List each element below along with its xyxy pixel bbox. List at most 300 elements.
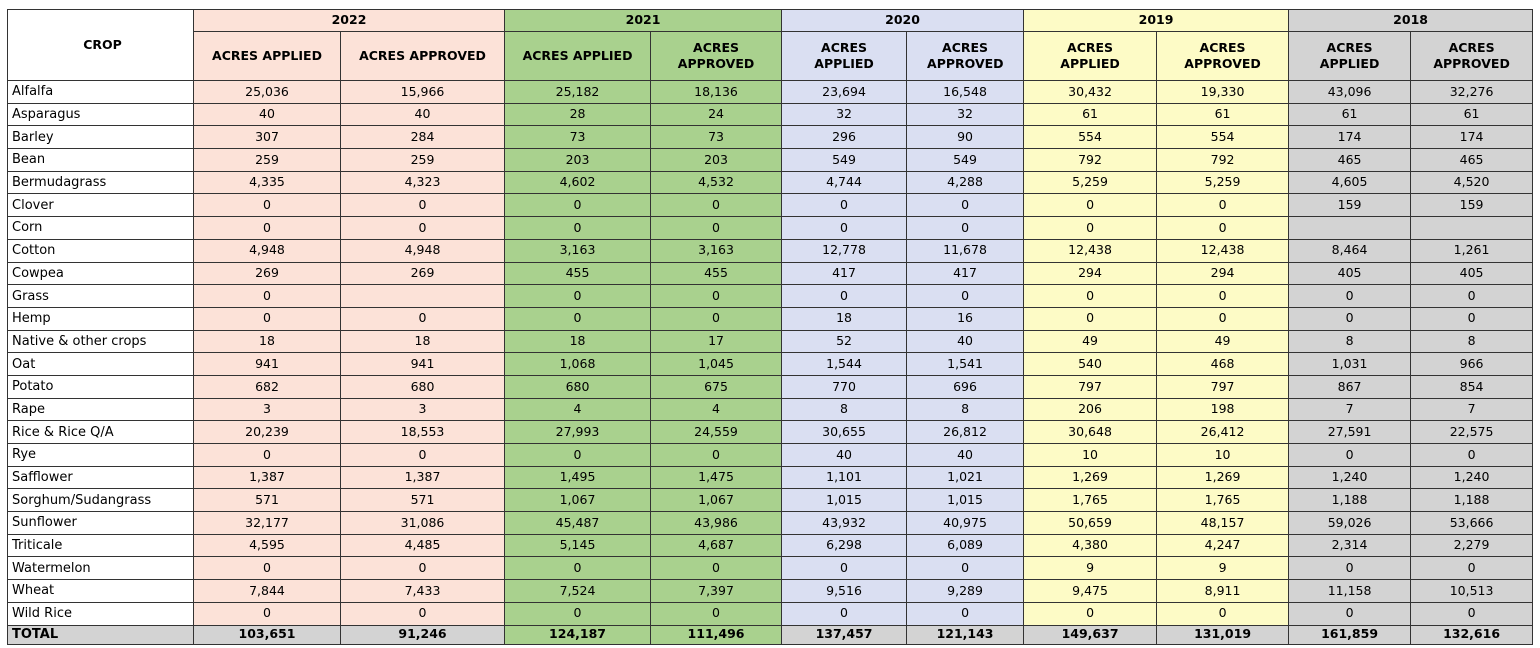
acres-approved-2021-cell: 4 [651, 398, 782, 421]
acres-applied-2021-cell: 0 [505, 194, 651, 217]
acres-applied-2018-cell: 0 [1289, 557, 1411, 580]
sub-header-row [8, 32, 1533, 81]
acres-applied-2021-cell: 1,068 [505, 353, 651, 376]
acres-applied-2022-cell: 571 [194, 489, 341, 512]
acres-approved-2018-cell: 61 [1411, 103, 1533, 126]
acres-approved-2022-cell: 680 [341, 375, 505, 398]
acres-approved-2020-cell: 1,015 [907, 489, 1024, 512]
crop-name-cell: Asparagus [8, 103, 194, 126]
table-row [8, 285, 1533, 308]
acres-approved-header-2021: ACRES APPROVED [651, 32, 782, 81]
acres-approved-2020-cell: 1,021 [907, 466, 1024, 489]
acres-approved-2020-cell: 121,143 [907, 625, 1024, 644]
acres-applied-2022-cell: 18 [194, 330, 341, 353]
acres-applied-2021-cell: 680 [505, 375, 651, 398]
acres-approved-2021-cell: 1,045 [651, 353, 782, 376]
acres-applied-2018-cell: 159 [1289, 194, 1411, 217]
acres-applied-2019-cell: 540 [1024, 353, 1157, 376]
acres-approved-2020-cell: 8 [907, 398, 1024, 421]
acres-approved-2018-cell: 22,575 [1411, 421, 1533, 444]
acres-applied-2022-cell: 307 [194, 126, 341, 149]
acres-applied-2019-cell: 12,438 [1024, 239, 1157, 262]
acres-approved-2021-cell: 73 [651, 126, 782, 149]
acres-approved-2019-cell: 294 [1157, 262, 1289, 285]
acres-applied-2018-cell: 2,314 [1289, 534, 1411, 557]
acres-approved-2018-cell: 405 [1411, 262, 1533, 285]
acres-applied-2019-cell: 0 [1024, 194, 1157, 217]
acres-approved-2020-cell: 0 [907, 194, 1024, 217]
acres-approved-2019-cell: 792 [1157, 149, 1289, 172]
acres-approved-2018-cell [1411, 217, 1533, 240]
acres-applied-2020-cell: 12,778 [782, 239, 907, 262]
acres-approved-2020-cell: 16 [907, 307, 1024, 330]
acres-approved-2022-cell: 15,966 [341, 81, 505, 104]
crop-name-cell: Cotton [8, 239, 194, 262]
table-row [8, 421, 1533, 444]
acres-approved-2022-cell: 40 [341, 103, 505, 126]
acres-approved-2020-cell: 4,288 [907, 171, 1024, 194]
acres-approved-header-2019: ACRES APPROVED [1157, 32, 1289, 81]
year-header-2020: 2020 [782, 10, 1024, 32]
acres-applied-2018-cell: 11,158 [1289, 580, 1411, 603]
acres-applied-2022-cell: 4,335 [194, 171, 341, 194]
crop-name-cell: TOTAL [8, 625, 194, 644]
acres-applied-2021-cell: 0 [505, 444, 651, 467]
crop-name-cell: Safflower [8, 466, 194, 489]
acres-applied-2021-cell: 4 [505, 398, 651, 421]
acres-applied-2018-cell: 8,464 [1289, 239, 1411, 262]
acres-approved-2018-cell: 0 [1411, 307, 1533, 330]
acres-approved-2019-cell: 49 [1157, 330, 1289, 353]
acres-applied-2018-cell: 465 [1289, 149, 1411, 172]
acres-applied-2021-cell: 0 [505, 285, 651, 308]
acres-applied-2020-cell: 8 [782, 398, 907, 421]
total-row [8, 625, 1533, 644]
acres-applied-2020-cell: 417 [782, 262, 907, 285]
acres-applied-2020-cell: 40 [782, 444, 907, 467]
acres-applied-2020-cell: 1,544 [782, 353, 907, 376]
acres-applied-2020-cell: 4,744 [782, 171, 907, 194]
crop-name-cell: Corn [8, 217, 194, 240]
table-row [8, 126, 1533, 149]
acres-applied-2022-cell: 0 [194, 444, 341, 467]
acres-applied-2021-cell: 4,602 [505, 171, 651, 194]
crop-name-cell: Rice & Rice Q/A [8, 421, 194, 444]
acres-applied-2018-cell: 1,188 [1289, 489, 1411, 512]
acres-approved-2019-cell: 4,247 [1157, 534, 1289, 557]
crop-column-header: CROP [8, 10, 194, 81]
acres-approved-2019-cell: 1,765 [1157, 489, 1289, 512]
acres-approved-2018-cell: 0 [1411, 557, 1533, 580]
acres-approved-2018-cell: 4,520 [1411, 171, 1533, 194]
acres-approved-2019-cell: 131,019 [1157, 625, 1289, 644]
acres-approved-2021-cell: 1,475 [651, 466, 782, 489]
acres-approved-2022-cell: 1,387 [341, 466, 505, 489]
acres-approved-2021-cell: 7,397 [651, 580, 782, 603]
acres-approved-2021-cell: 203 [651, 149, 782, 172]
acres-applied-2022-cell: 4,595 [194, 534, 341, 557]
acres-approved-2018-cell: 966 [1411, 353, 1533, 376]
acres-applied-2021-cell: 45,487 [505, 512, 651, 535]
table-row [8, 149, 1533, 172]
acres-applied-2019-cell: 5,259 [1024, 171, 1157, 194]
acres-approved-2019-cell: 61 [1157, 103, 1289, 126]
crop-name-cell: Sorghum/Sudangrass [8, 489, 194, 512]
acres-approved-header-2018: ACRES APPROVED [1411, 32, 1533, 81]
acres-applied-2019-cell: 9 [1024, 557, 1157, 580]
acres-approved-2022-cell: 0 [341, 194, 505, 217]
acres-approved-2021-cell: 0 [651, 285, 782, 308]
acres-applied-2022-cell: 4,948 [194, 239, 341, 262]
acres-approved-2019-cell: 797 [1157, 375, 1289, 398]
acres-approved-2018-cell: 0 [1411, 285, 1533, 308]
acres-approved-2022-cell: 4,948 [341, 239, 505, 262]
acres-applied-2018-cell: 8 [1289, 330, 1411, 353]
acres-approved-2022-cell: 269 [341, 262, 505, 285]
acres-applied-2022-cell: 25,036 [194, 81, 341, 104]
acres-approved-2020-cell: 0 [907, 557, 1024, 580]
acres-approved-2019-cell: 198 [1157, 398, 1289, 421]
crop-name-cell: Alfalfa [8, 81, 194, 104]
acres-applied-header-2022: ACRES APPLIED [194, 32, 341, 81]
acres-applied-2019-cell: 792 [1024, 149, 1157, 172]
acres-applied-2021-cell: 203 [505, 149, 651, 172]
acres-applied-2022-cell: 3 [194, 398, 341, 421]
acres-applied-2022-cell: 682 [194, 375, 341, 398]
acres-applied-2018-cell: 1,240 [1289, 466, 1411, 489]
acres-applied-2019-cell: 30,432 [1024, 81, 1157, 104]
acres-approved-2022-cell: 0 [341, 217, 505, 240]
acres-approved-2022-cell: 7,433 [341, 580, 505, 603]
acres-approved-2020-cell: 9,289 [907, 580, 1024, 603]
acres-approved-2019-cell: 48,157 [1157, 512, 1289, 535]
table-row [8, 81, 1533, 104]
acres-approved-2020-cell: 0 [907, 602, 1024, 625]
year-header-2018: 2018 [1289, 10, 1533, 32]
acres-applied-2019-cell: 149,637 [1024, 625, 1157, 644]
acres-approved-2019-cell: 0 [1157, 602, 1289, 625]
acres-approved-header-2022: ACRES APPROVED [341, 32, 505, 81]
acres-approved-2018-cell: 53,666 [1411, 512, 1533, 535]
acres-applied-2021-cell: 0 [505, 557, 651, 580]
acres-applied-2019-cell: 0 [1024, 285, 1157, 308]
acres-applied-2021-cell: 7,524 [505, 580, 651, 603]
acres-applied-2020-cell: 0 [782, 194, 907, 217]
acres-approved-2022-cell: 571 [341, 489, 505, 512]
acres-approved-2021-cell: 4,532 [651, 171, 782, 194]
acres-applied-2019-cell: 9,475 [1024, 580, 1157, 603]
acres-applied-2022-cell: 0 [194, 307, 341, 330]
acres-approved-2022-cell: 91,246 [341, 625, 505, 644]
acres-approved-2022-cell: 18 [341, 330, 505, 353]
acres-approved-2020-cell: 11,678 [907, 239, 1024, 262]
table-row [8, 444, 1533, 467]
acres-approved-2019-cell: 19,330 [1157, 81, 1289, 104]
acres-applied-2021-cell: 73 [505, 126, 651, 149]
acres-applied-2021-cell: 0 [505, 602, 651, 625]
acres-applied-2022-cell: 0 [194, 557, 341, 580]
acres-approved-2022-cell: 0 [341, 307, 505, 330]
acres-applied-2021-cell: 5,145 [505, 534, 651, 557]
acres-applied-2022-cell: 103,651 [194, 625, 341, 644]
acres-applied-2020-cell: 1,101 [782, 466, 907, 489]
acres-applied-2018-cell: 174 [1289, 126, 1411, 149]
acres-approved-2020-cell: 696 [907, 375, 1024, 398]
acres-applied-2021-cell: 124,187 [505, 625, 651, 644]
table-row [8, 194, 1533, 217]
acres-applied-2019-cell: 10 [1024, 444, 1157, 467]
table-body [8, 81, 1533, 645]
table-row [8, 534, 1533, 557]
acres-approved-2018-cell: 132,616 [1411, 625, 1533, 644]
acres-approved-2022-cell: 0 [341, 444, 505, 467]
acres-approved-2020-cell: 417 [907, 262, 1024, 285]
acres-applied-2022-cell: 941 [194, 353, 341, 376]
crop-name-cell: Rye [8, 444, 194, 467]
acres-applied-2019-cell: 49 [1024, 330, 1157, 353]
acres-applied-2022-cell: 0 [194, 217, 341, 240]
acres-applied-2022-cell: 259 [194, 149, 341, 172]
acres-approved-2020-cell: 6,089 [907, 534, 1024, 557]
acres-applied-header-2018: ACRES APPLIED [1289, 32, 1411, 81]
acres-approved-2021-cell: 0 [651, 602, 782, 625]
acres-applied-2020-cell: 137,457 [782, 625, 907, 644]
year-header-row [8, 10, 1533, 32]
acres-approved-2021-cell: 0 [651, 194, 782, 217]
acres-approved-2019-cell: 0 [1157, 194, 1289, 217]
table-row [8, 602, 1533, 625]
acres-applied-2018-cell: 0 [1289, 602, 1411, 625]
acres-applied-2022-cell: 1,387 [194, 466, 341, 489]
acres-applied-2020-cell: 43,932 [782, 512, 907, 535]
crop-acreage-table-container [7, 9, 1533, 645]
acres-applied-2021-cell: 25,182 [505, 81, 651, 104]
acres-approved-2021-cell: 18,136 [651, 81, 782, 104]
acres-approved-2021-cell: 1,067 [651, 489, 782, 512]
crop-name-cell: Barley [8, 126, 194, 149]
acres-approved-2020-cell: 40 [907, 444, 1024, 467]
table-row [8, 239, 1533, 262]
acres-approved-2020-cell: 40,975 [907, 512, 1024, 535]
acres-applied-2019-cell: 1,765 [1024, 489, 1157, 512]
acres-applied-2022-cell: 40 [194, 103, 341, 126]
acres-applied-2022-cell: 32,177 [194, 512, 341, 535]
acres-applied-2019-cell: 0 [1024, 217, 1157, 240]
acres-approved-2018-cell: 7 [1411, 398, 1533, 421]
acres-approved-2018-cell: 1,240 [1411, 466, 1533, 489]
acres-applied-2018-cell: 4,605 [1289, 171, 1411, 194]
acres-applied-2019-cell: 4,380 [1024, 534, 1157, 557]
acres-approved-2021-cell: 455 [651, 262, 782, 285]
acres-applied-2019-cell: 61 [1024, 103, 1157, 126]
acres-approved-2022-cell: 0 [341, 602, 505, 625]
acres-applied-2021-cell: 1,067 [505, 489, 651, 512]
acres-applied-2020-cell: 18 [782, 307, 907, 330]
table-row [8, 307, 1533, 330]
acres-applied-2021-cell: 455 [505, 262, 651, 285]
crop-name-cell: Bermudagrass [8, 171, 194, 194]
acres-approved-2022-cell: 0 [341, 557, 505, 580]
acres-applied-2019-cell: 50,659 [1024, 512, 1157, 535]
acres-applied-2020-cell: 0 [782, 217, 907, 240]
acres-applied-2019-cell: 797 [1024, 375, 1157, 398]
acres-applied-2019-cell: 0 [1024, 602, 1157, 625]
acres-approved-2022-cell: 284 [341, 126, 505, 149]
acres-approved-2021-cell: 24 [651, 103, 782, 126]
acres-approved-2019-cell: 12,438 [1157, 239, 1289, 262]
acres-approved-2018-cell: 8 [1411, 330, 1533, 353]
acres-applied-2018-cell: 7 [1289, 398, 1411, 421]
acres-approved-2021-cell: 111,496 [651, 625, 782, 644]
table-row [8, 103, 1533, 126]
acres-applied-2019-cell: 294 [1024, 262, 1157, 285]
acres-approved-2019-cell: 8,911 [1157, 580, 1289, 603]
acres-approved-2020-cell: 26,812 [907, 421, 1024, 444]
crop-name-cell: Grass [8, 285, 194, 308]
acres-applied-2022-cell: 269 [194, 262, 341, 285]
acres-applied-2020-cell: 23,694 [782, 81, 907, 104]
table-row [8, 262, 1533, 285]
acres-applied-2018-cell: 43,096 [1289, 81, 1411, 104]
acres-applied-2020-cell: 9,516 [782, 580, 907, 603]
acres-applied-2018-cell: 0 [1289, 285, 1411, 308]
acres-applied-2018-cell: 0 [1289, 444, 1411, 467]
acres-approved-2019-cell: 9 [1157, 557, 1289, 580]
acres-approved-2022-cell: 941 [341, 353, 505, 376]
acres-applied-2021-cell: 3,163 [505, 239, 651, 262]
crop-name-cell: Native & other crops [8, 330, 194, 353]
crop-name-cell: Cowpea [8, 262, 194, 285]
acres-applied-2021-cell: 0 [505, 307, 651, 330]
acres-approved-2021-cell: 4,687 [651, 534, 782, 557]
acres-approved-2022-cell [341, 285, 505, 308]
acres-applied-2018-cell: 59,026 [1289, 512, 1411, 535]
acres-approved-2021-cell: 43,986 [651, 512, 782, 535]
acres-applied-2021-cell: 18 [505, 330, 651, 353]
acres-approved-2018-cell: 1,261 [1411, 239, 1533, 262]
acres-applied-2020-cell: 0 [782, 602, 907, 625]
acres-applied-2021-cell: 0 [505, 217, 651, 240]
acres-applied-header-2021: ACRES APPLIED [505, 32, 651, 81]
acres-applied-2018-cell: 1,031 [1289, 353, 1411, 376]
table-row [8, 489, 1533, 512]
table-row [8, 217, 1533, 240]
year-header-2019: 2019 [1024, 10, 1289, 32]
acres-approved-2021-cell: 17 [651, 330, 782, 353]
acres-applied-2018-cell [1289, 217, 1411, 240]
crop-name-cell: Sunflower [8, 512, 194, 535]
acres-approved-2018-cell: 10,513 [1411, 580, 1533, 603]
acres-approved-2018-cell: 174 [1411, 126, 1533, 149]
acres-applied-2022-cell: 0 [194, 285, 341, 308]
acres-approved-2020-cell: 549 [907, 149, 1024, 172]
acres-applied-2022-cell: 0 [194, 602, 341, 625]
crop-acreage-table [7, 9, 1533, 645]
acres-applied-2020-cell: 52 [782, 330, 907, 353]
acres-approved-2021-cell: 0 [651, 217, 782, 240]
crop-name-cell: Bean [8, 149, 194, 172]
acres-approved-2022-cell: 31,086 [341, 512, 505, 535]
acres-approved-2019-cell: 0 [1157, 307, 1289, 330]
acres-approved-2018-cell: 854 [1411, 375, 1533, 398]
acres-applied-2021-cell: 27,993 [505, 421, 651, 444]
acres-approved-2021-cell: 675 [651, 375, 782, 398]
acres-applied-2019-cell: 206 [1024, 398, 1157, 421]
acres-approved-2018-cell: 0 [1411, 444, 1533, 467]
table-row [8, 375, 1533, 398]
year-header-2021: 2021 [505, 10, 782, 32]
crop-name-cell: Rape [8, 398, 194, 421]
acres-approved-2020-cell: 1,541 [907, 353, 1024, 376]
crop-name-cell: Wild Rice [8, 602, 194, 625]
acres-approved-2018-cell: 2,279 [1411, 534, 1533, 557]
crop-name-cell: Hemp [8, 307, 194, 330]
acres-applied-2019-cell: 0 [1024, 307, 1157, 330]
year-header-2022: 2022 [194, 10, 505, 32]
acres-approved-2019-cell: 0 [1157, 217, 1289, 240]
acres-approved-2020-cell: 16,548 [907, 81, 1024, 104]
acres-approved-2020-cell: 40 [907, 330, 1024, 353]
acres-approved-2022-cell: 18,553 [341, 421, 505, 444]
acres-approved-2021-cell: 24,559 [651, 421, 782, 444]
table-row [8, 512, 1533, 535]
acres-approved-2021-cell: 3,163 [651, 239, 782, 262]
acres-applied-2019-cell: 1,269 [1024, 466, 1157, 489]
acres-applied-2018-cell: 61 [1289, 103, 1411, 126]
acres-approved-2022-cell: 4,323 [341, 171, 505, 194]
acres-approved-2019-cell: 1,269 [1157, 466, 1289, 489]
acres-applied-2019-cell: 554 [1024, 126, 1157, 149]
acres-approved-2018-cell: 32,276 [1411, 81, 1533, 104]
acres-approved-2022-cell: 4,485 [341, 534, 505, 557]
acres-applied-2018-cell: 867 [1289, 375, 1411, 398]
acres-applied-2020-cell: 770 [782, 375, 907, 398]
acres-approved-2021-cell: 0 [651, 307, 782, 330]
crop-name-cell: Triticale [8, 534, 194, 557]
table-row [8, 557, 1533, 580]
acres-applied-2020-cell: 30,655 [782, 421, 907, 444]
table-row [8, 398, 1533, 421]
acres-applied-2020-cell: 0 [782, 557, 907, 580]
table-row [8, 330, 1533, 353]
acres-applied-2020-cell: 1,015 [782, 489, 907, 512]
acres-applied-2018-cell: 161,859 [1289, 625, 1411, 644]
table-row [8, 466, 1533, 489]
acres-approved-2018-cell: 1,188 [1411, 489, 1533, 512]
acres-approved-2021-cell: 0 [651, 557, 782, 580]
acres-applied-2020-cell: 549 [782, 149, 907, 172]
acres-approved-2019-cell: 0 [1157, 285, 1289, 308]
crop-name-cell: Wheat [8, 580, 194, 603]
acres-approved-2019-cell: 10 [1157, 444, 1289, 467]
acres-applied-2020-cell: 296 [782, 126, 907, 149]
acres-approved-2018-cell: 0 [1411, 602, 1533, 625]
acres-applied-2021-cell: 28 [505, 103, 651, 126]
acres-approved-2019-cell: 554 [1157, 126, 1289, 149]
acres-approved-2019-cell: 26,412 [1157, 421, 1289, 444]
acres-approved-2018-cell: 159 [1411, 194, 1533, 217]
acres-approved-2019-cell: 5,259 [1157, 171, 1289, 194]
acres-approved-2022-cell: 3 [341, 398, 505, 421]
acres-approved-2020-cell: 90 [907, 126, 1024, 149]
acres-applied-2018-cell: 27,591 [1289, 421, 1411, 444]
acres-applied-2022-cell: 20,239 [194, 421, 341, 444]
acres-applied-2022-cell: 7,844 [194, 580, 341, 603]
acres-approved-header-2020: ACRES APPROVED [907, 32, 1024, 81]
acres-applied-2018-cell: 0 [1289, 307, 1411, 330]
table-row [8, 353, 1533, 376]
acres-applied-header-2019: ACRES APPLIED [1024, 32, 1157, 81]
